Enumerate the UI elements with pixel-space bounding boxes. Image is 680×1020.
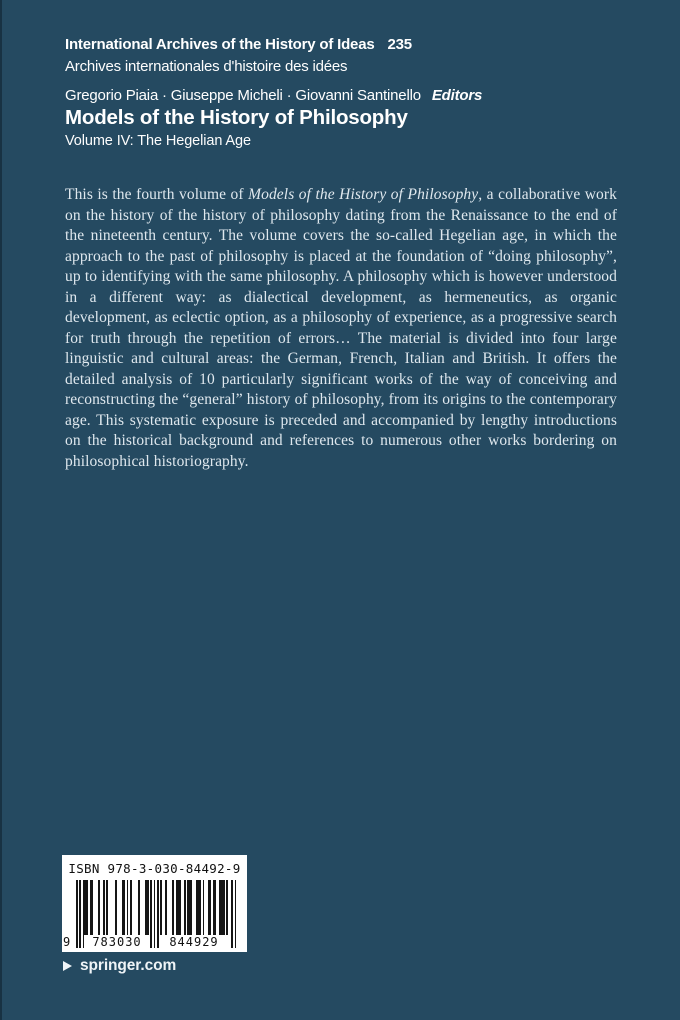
- publisher-label: springer.com: [80, 957, 177, 974]
- editors-label: Editors: [431, 87, 483, 104]
- spine-edge: [0, 0, 2, 1020]
- arrow-right-icon: [63, 961, 72, 971]
- series-subtitle: Archives internationales d'histoire des idées: [65, 58, 348, 75]
- blurb-text-post: , a collaborative work on the history of the history of philosophy dating from the Renaissance to the end of the nineteenth century. The volume covers the so-called Hegelian age, in which the approach to the past of philosophy is placed at the foundation of “doing philosophy”, up to identifying with the same philosophy. A philosophy which is however understood in a different way: as dialectical development, as hermeneutics, as organic development, as eclectic option, as a philosophy of experience, as a progressive search for truth through the repetition of errors… The material is divided into four large linguistic and cultural areas: the German, French, Italian and British. It offers the detailed analysis of 10 particularly significant works of the way of conceiving and reconstructing the “general” history of philosophy, from its origins to the contemporary age. This systematic exposure is preceded and accompanied by lengthy introductions on the historical background and references to numerous other works bordering on philosophical historiography.: [65, 186, 618, 470]
- publisher-link: [63, 957, 176, 975]
- barcode-digit-first: 9: [63, 935, 71, 949]
- series-number: 235: [387, 36, 412, 53]
- barcode-bars-area: [63, 880, 236, 949]
- editors-names: Gregorio Piaia · Giuseppe Micheli · Giovanni Santinello: [65, 87, 421, 104]
- isbn-label: ISBN 978-3-030-84492-9: [68, 861, 241, 876]
- blurb-text-pre: This is the fourth volume of: [65, 186, 249, 203]
- book-subtitle: Volume IV: The Hegelian Age: [65, 133, 251, 149]
- book-title: Models of the History of Philosophy: [65, 106, 408, 129]
- series-title: International Archives of the History of Ideas: [65, 36, 375, 53]
- editors-line: [65, 87, 482, 104]
- back-cover-blurb: [65, 185, 617, 472]
- blurb-italic-title: Models of the History of Philosophy: [248, 186, 479, 203]
- barcode-digit-group1: 783030: [84, 935, 150, 949]
- series-title-line: [65, 36, 412, 53]
- isbn-barcode: [62, 855, 247, 952]
- barcode-digit-group2: 844929: [160, 935, 228, 949]
